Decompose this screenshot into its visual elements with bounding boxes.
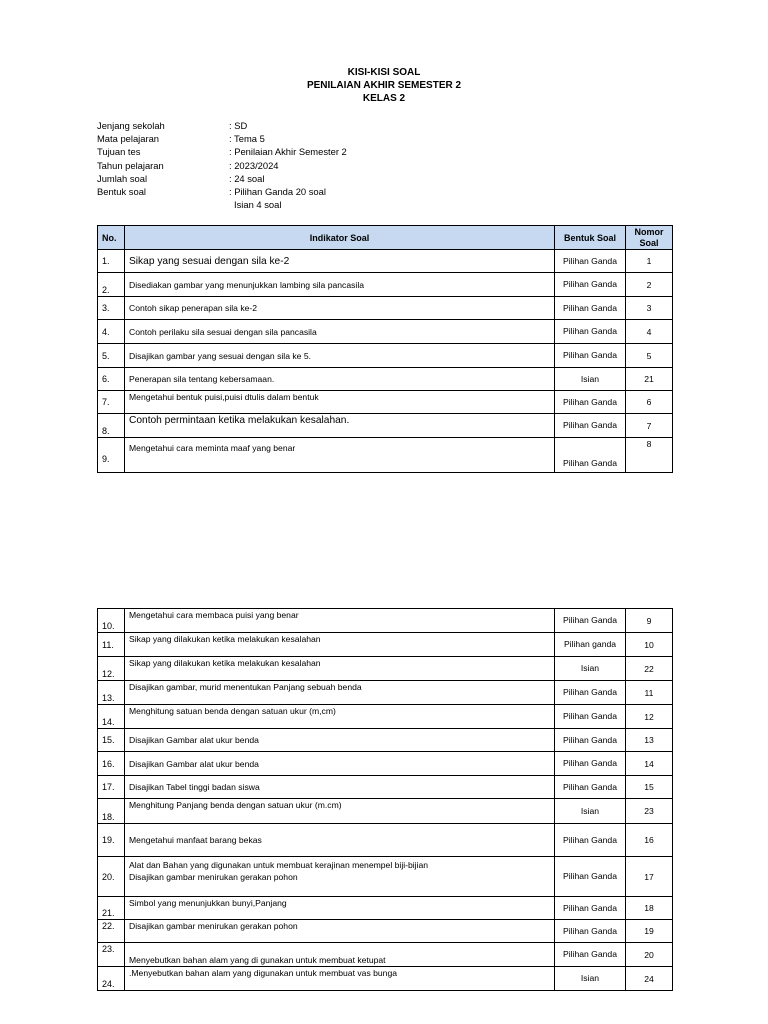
row-nomor: 15 <box>626 776 673 799</box>
row-bentuk: Pilihan Ganda <box>555 609 626 633</box>
table-row <box>98 368 673 391</box>
row-nomor: 3 <box>626 297 673 320</box>
table-row <box>98 344 673 368</box>
row-nomor: 19 <box>626 920 673 943</box>
row-nomor: 11 <box>626 681 673 705</box>
row-nomor: 8 <box>626 438 673 473</box>
table-row <box>98 391 673 414</box>
table-row <box>98 438 673 473</box>
row-nomor: 13 <box>626 729 673 752</box>
table-row <box>98 897 673 920</box>
row-indikator: Mengetahui manfaat barang bekas <box>125 824 555 857</box>
header-bentuk: Bentuk Soal <box>555 226 626 250</box>
row-nomor: 1 <box>626 250 673 273</box>
row-indikator: Menyebutkan bahan alam yang di gunakan untuk membuat ketupat <box>125 943 555 967</box>
info-value: : Pilihan Ganda 20 soal <box>229 185 326 197</box>
row-bentuk: Pilihan Ganda <box>555 250 626 273</box>
row-nomor: 21 <box>626 368 673 391</box>
row-bentuk: Pilihan Ganda <box>555 897 626 920</box>
row-nomor: 9 <box>626 609 673 633</box>
row-indikator: Penerapan sila tentang kebersamaan. <box>125 368 555 391</box>
row-no: 22. <box>98 920 125 943</box>
row-bentuk: Pilihan Ganda <box>555 297 626 320</box>
row-no: 10. <box>98 609 125 633</box>
header-no: No. <box>98 226 125 250</box>
row-no: 23. <box>98 943 125 967</box>
row-nomor: 4 <box>626 320 673 344</box>
row-bentuk: Isian <box>555 368 626 391</box>
info-value: : 24 soal <box>229 172 265 184</box>
row-bentuk: Pilihan Ganda <box>555 273 626 297</box>
info-label: Mata pelajaran <box>97 133 160 145</box>
row-indikator: Menghitung satuan benda dengan satuan ukur (m,cm) <box>125 705 555 729</box>
info-value: : 2023/2024 <box>229 159 279 171</box>
row-bentuk: Isian <box>555 657 626 681</box>
row-indikator: Contoh sikap penerapan sila ke-2 <box>125 297 555 320</box>
table-row <box>98 414 673 438</box>
row-indikator: Sikap yang sesuai dengan sila ke-2 <box>125 250 555 273</box>
row-indikator: Disajikan gambar, murid menentukan Panjang sebuah benda <box>125 681 555 705</box>
header-nomor: Nomor Soal <box>626 226 673 250</box>
table-row <box>98 609 673 633</box>
row-indikator-line: Disajikan gambar menirukan gerakan pohon <box>129 872 298 882</box>
row-no: 2. <box>98 273 125 297</box>
row-indikator: Mengetahui cara membaca puisi yang benar <box>125 609 555 633</box>
row-bentuk: Pilihan Ganda <box>555 920 626 943</box>
row-nomor: 7 <box>626 414 673 438</box>
info-label: Jenjang sekolah <box>97 120 165 131</box>
row-no: 14. <box>98 705 125 729</box>
row-bentuk: Pilihan Ganda <box>555 681 626 705</box>
row-bentuk: Pilihan Ganda <box>555 438 626 473</box>
row-indikator-line: Alat dan Bahan yang digunakan untuk membuat kerajinan menempel biji-bijian <box>129 860 429 870</box>
table-row <box>98 799 673 824</box>
row-nomor: 5 <box>626 344 673 368</box>
row-no: 20. <box>98 857 125 897</box>
row-no: 7. <box>98 391 125 414</box>
row-bentuk: Pilihan Ganda <box>555 776 626 799</box>
table-row <box>98 273 673 297</box>
row-bentuk: Isian <box>555 967 626 991</box>
row-no: 1. <box>98 250 125 273</box>
row-bentuk: Isian <box>555 799 626 824</box>
table-row <box>98 705 673 729</box>
row-indikator: Mengetahui bentuk puisi,puisi dtulis dalam bentuk <box>125 391 555 414</box>
row-bentuk: Pilihan Ganda <box>555 414 626 438</box>
row-no: 5. <box>98 344 125 368</box>
info-value: : SD <box>229 120 248 131</box>
row-indikator: Disediakan gambar yang menunjukkan lambing sila pancasila <box>125 273 555 297</box>
row-bentuk: Pilihan Ganda <box>555 320 626 344</box>
table-row <box>98 752 673 776</box>
row-no: 18. <box>98 799 125 824</box>
row-no: 13. <box>98 681 125 705</box>
row-bentuk: Pilihan ganda <box>555 633 626 657</box>
info-label: Tahun pelajaran <box>97 159 164 171</box>
row-indikator: Disajikan Gambar alat ukur benda <box>125 752 555 776</box>
table-row <box>98 857 673 897</box>
row-nomor: 10 <box>626 633 673 657</box>
info-value-continued: Isian 4 soal <box>234 199 282 211</box>
table-row <box>98 943 673 967</box>
row-indikator: Disajikan Tabel tinggi badan siswa <box>125 776 555 799</box>
row-bentuk: Pilihan Ganda <box>555 857 626 897</box>
row-no: 8. <box>98 414 125 438</box>
table-row <box>98 729 673 752</box>
row-nomor: 24 <box>626 967 673 991</box>
row-no: 6. <box>98 368 125 391</box>
row-bentuk: Pilihan Ganda <box>555 705 626 729</box>
row-no: 11. <box>98 633 125 657</box>
row-indikator: Disajikan gambar yang sesuai dengan sila ke 5. <box>125 344 555 368</box>
row-no: 12. <box>98 657 125 681</box>
row-nomor: 14 <box>626 752 673 776</box>
row-bentuk: Pilihan Ganda <box>555 344 626 368</box>
row-nomor: 23 <box>626 799 673 824</box>
row-indikator: Simbol yang menunjukkan bunyi,Panjang <box>125 897 555 920</box>
row-indikator: Mengetahui cara meminta maaf yang benar <box>125 438 555 473</box>
question-table-part2 <box>97 608 673 991</box>
row-bentuk: Pilihan Ganda <box>555 729 626 752</box>
row-no: 15. <box>98 729 125 752</box>
row-no: 17. <box>98 776 125 799</box>
table-header-row <box>98 226 673 250</box>
row-nomor: 2 <box>626 273 673 297</box>
doc-class: KELAS 2 <box>362 93 406 104</box>
table-row <box>98 297 673 320</box>
row-indikator: Disajikan Gambar alat ukur benda <box>125 729 555 752</box>
table-row <box>98 920 673 943</box>
row-indikator: .Menyebutkan bahan alam yang digunakan untuk membuat vas bunga <box>125 967 555 991</box>
info-value: : Tema 5 <box>229 133 265 145</box>
table-row <box>98 967 673 991</box>
doc-title: KISI-KISI SOAL <box>347 67 421 78</box>
row-indikator <box>125 857 555 897</box>
row-no: 21. <box>98 897 125 920</box>
row-indikator: Contoh perilaku sila sesuai dengan sila pancasila <box>125 320 555 344</box>
row-no: 9. <box>98 438 125 473</box>
info-value: : Penilaian Akhir Semester 2 <box>229 146 347 158</box>
row-indikator: Contoh permintaan ketika melakukan kesalahan. <box>125 414 555 438</box>
row-bentuk: Pilihan Ganda <box>555 391 626 414</box>
row-nomor: 18 <box>626 897 673 920</box>
row-no: 19. <box>98 824 125 857</box>
row-nomor: 16 <box>626 824 673 857</box>
table-row <box>98 776 673 799</box>
table-row <box>98 657 673 681</box>
row-nomor: 17 <box>626 857 673 897</box>
row-no: 16. <box>98 752 125 776</box>
row-bentuk: Pilihan Ganda <box>555 824 626 857</box>
table-row <box>98 320 673 344</box>
table-row <box>98 250 673 273</box>
info-label: Tujuan tes <box>97 146 141 158</box>
info-label: Jumlah soal <box>97 172 148 184</box>
table-row <box>98 633 673 657</box>
row-bentuk: Pilihan Ganda <box>555 752 626 776</box>
table-row <box>98 681 673 705</box>
question-table-part1 <box>97 225 673 473</box>
row-no: 3. <box>98 297 125 320</box>
row-nomor: 20 <box>626 943 673 967</box>
row-indikator: Menghitung Panjang benda dengan satuan ukur (m.cm) <box>125 799 555 824</box>
header-indikator: Indikator Soal <box>125 226 555 250</box>
row-indikator: Sikap yang dilakukan ketika melakukan kesalahan <box>125 657 555 681</box>
row-nomor: 22 <box>626 657 673 681</box>
row-no: 4. <box>98 320 125 344</box>
row-indikator: Sikap yang dilakukan ketika melakukan kesalahan <box>125 633 555 657</box>
table-row <box>98 824 673 857</box>
row-indikator: Disajikan gambar menirukan gerakan pohon <box>125 920 555 943</box>
row-no: 24. <box>98 967 125 991</box>
row-bentuk: Pilihan Ganda <box>555 943 626 967</box>
row-nomor: 6 <box>626 391 673 414</box>
doc-subtitle: PENILAIAN AKHIR SEMESTER 2 <box>306 80 462 91</box>
info-label: Bentuk soal <box>97 185 146 197</box>
row-nomor: 12 <box>626 705 673 729</box>
